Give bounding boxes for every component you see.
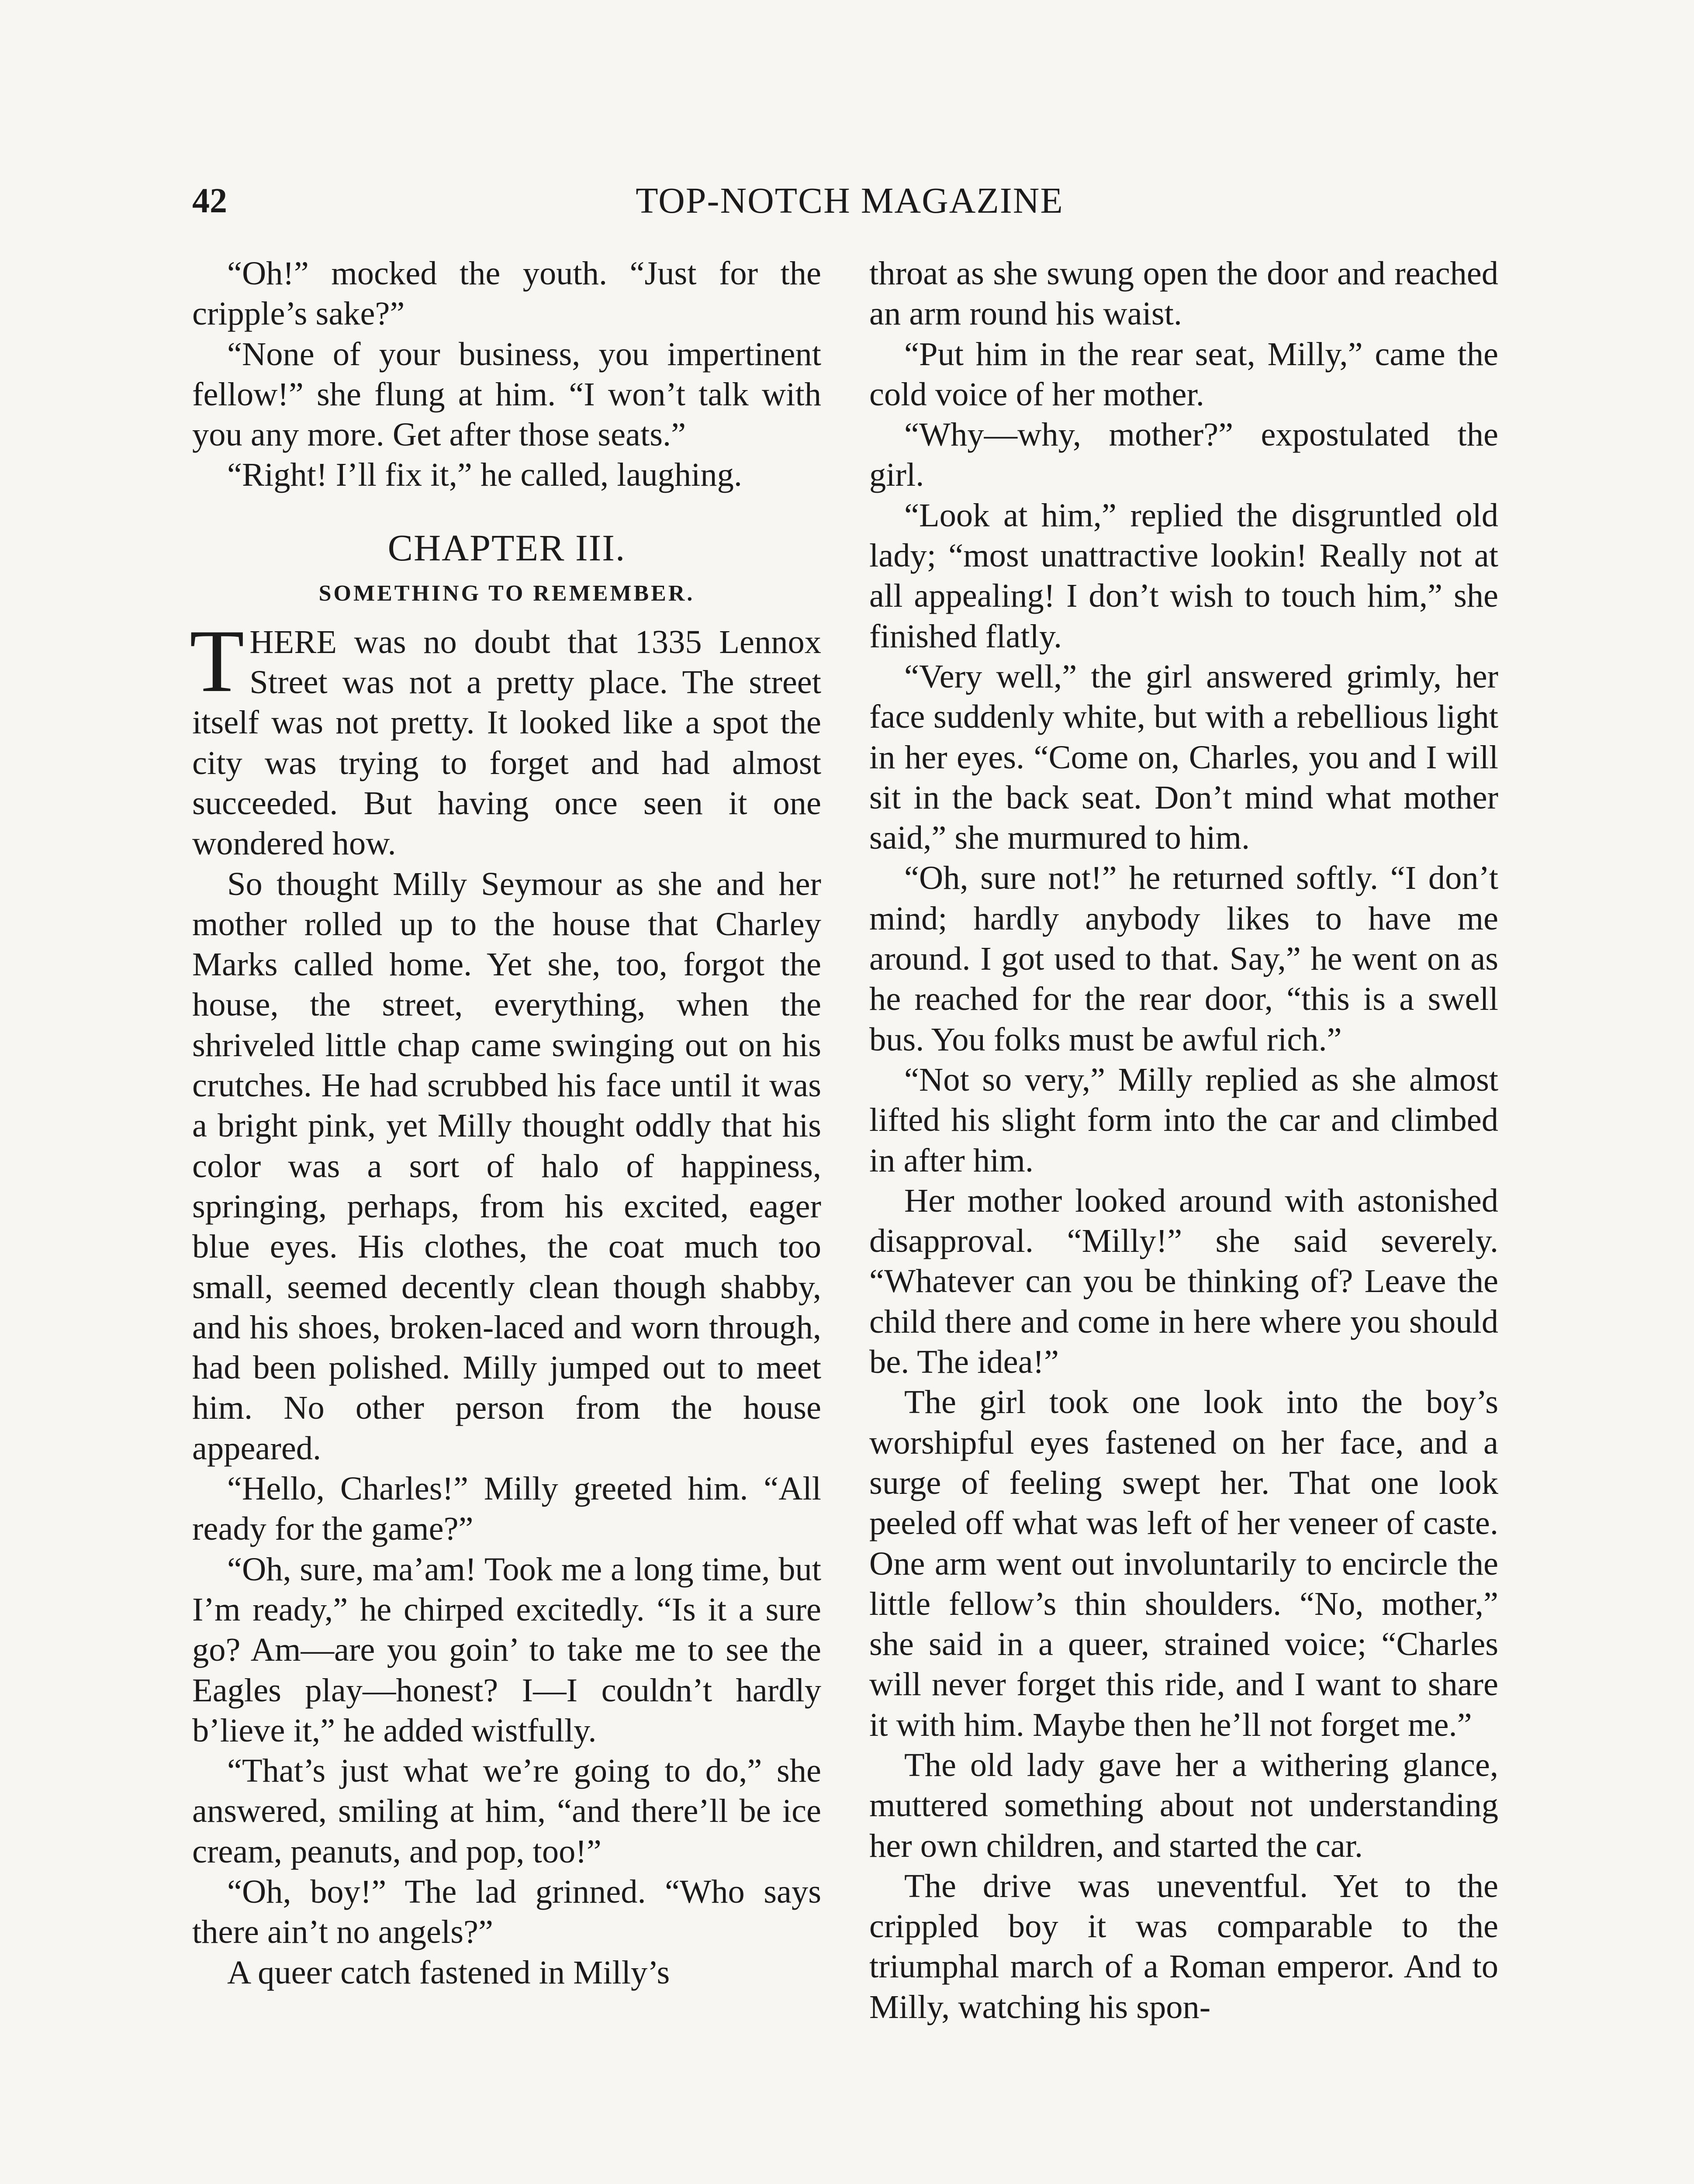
paragraph: “Hello, Charles!” Milly greeted him. “All ready for the game?” [192,1470,821,1548]
paragraph: “Look at him,” replied the disgruntled old lady; “most unattractive lookin! Really not at all appealing! I don’t wish to touch him,” she finished flatly. [869,496,1498,655]
paragraph: “Oh, sure not!” he returned softly. “I don’t mind; hardly anybody likes to have me around. I got used to that. Say,” he went on as he reached for the rear door, “this is a swell bus. You folks must be awful rich.” [869,859,1498,1058]
paragraph: “Oh!” mocked the youth. “Just for the cripple’s sake?” [192,255,821,332]
drop-cap: T [190,611,245,711]
paragraph-continued: throat as she swung open the door and reached an arm round his waist. [869,255,1498,332]
paragraph: “Oh, boy!” The lad grinned. “Who says there ain’t no angels?” [192,1873,821,1951]
paragraph: The girl took one look into the boy’s worshipful eyes fastened on her face, and a surge of feeling swept her. That one look peeled off what was left of her veneer of caste. One arm went out involuntarily to encircle the little fellow’s thin shoulders. “No, mother,” she said in a queer, strained voice; “Charles will never forget this ride, and I want to share it with him. Maybe then he’ll not forget me.” [869,1383,1498,1743]
chapter-subtitle: SOMETHING TO REMEMBER. [318,581,695,606]
page-header [192,173,1507,229]
opening-paragraph-text: HERE was no doubt that 1335 Lennox Street was not a pretty place. The street itself was not pretty. It looked like a spot the city was trying to forget and had almost succeeded. But having once seen it one wondered how. [192,623,821,862]
paragraph: “Very well,” the girl answered grimly, her face suddenly white, but with a rebellious light in her eyes. “Come on, Charles, you and I will sit in the back seat. Don’t mind what mother said,” she murmured to him. [869,657,1498,857]
paragraph: “Not so very,” Milly replied as she almost lifted his slight form into the car and climbed in after him. [869,1061,1498,1179]
paragraph: “Right! I’ll fix it,” he called, laughing. [227,456,743,494]
page-number: 42 [192,182,227,220]
magazine-title: TOP-NOTCH MAGAZINE [636,180,1064,221]
paragraph: “Put him in the rear seat, Milly,” came the cold voice of her mother. [869,335,1498,413]
opening-paragraph [190,611,821,864]
paragraph: “That’s just what we’re going to do,” she answered, smiling at him, “and there’ll be ice cream, peanuts, and pop, too!” [192,1752,821,1870]
paragraph: A queer catch fastened in Milly’s [227,1953,670,1991]
paragraph: Her mother looked around with astonished disapproval. “Milly!” she said severely. “Whatever can you be thinking of? Leave the child there and come in here where you should be. The idea!” [869,1182,1498,1381]
left-column [192,253,821,1993]
right-column [869,253,1498,2027]
paragraph: So thought Milly Seymour as she and her mother rolled up to the house that Charley Marks called home. Yet she, too, forgot the house, the street, everything, when the shriveled little chap came swinging out on his crutches. He had scrubbed his face until it was a bright pink, yet Milly thought oddly that his color was a sort of halo of happiness, springing, perhaps, from his excited, eager blue eyes. His clothes, the coat much too small, seemed decently clean though shabby, and his shoes, broken-laced and worn through, had been polished. Milly jumped out to meet him. No other person from the house appeared. [192,865,821,1467]
paragraph: “None of your business, you impertinent fellow!” she flung at him. “I won’t talk with you any more. Get after those seats.” [192,335,821,453]
paragraph: “Why—why, mother?” expostulated the girl. [869,416,1498,494]
chapter-title: CHAPTER III. [387,526,626,569]
paragraph: The drive was uneventful. Yet to the crippled boy it was comparable to the triumphal march of a Roman emperor. And to Milly, watching his spon- [869,1867,1498,2025]
paragraph: The old lady gave her a withering glance, muttered something about not understanding her own children, and started the car. [869,1746,1498,1864]
paragraph: “Oh, sure, ma’am! Took me a long time, but I’m ready,” he chirped excitedly. “Is it a sure go? Am—are you goin’ to take me to see the Eagles play—honest? I—I couldn’t hardly b’lieve it,” he added wistfully. [192,1550,821,1749]
